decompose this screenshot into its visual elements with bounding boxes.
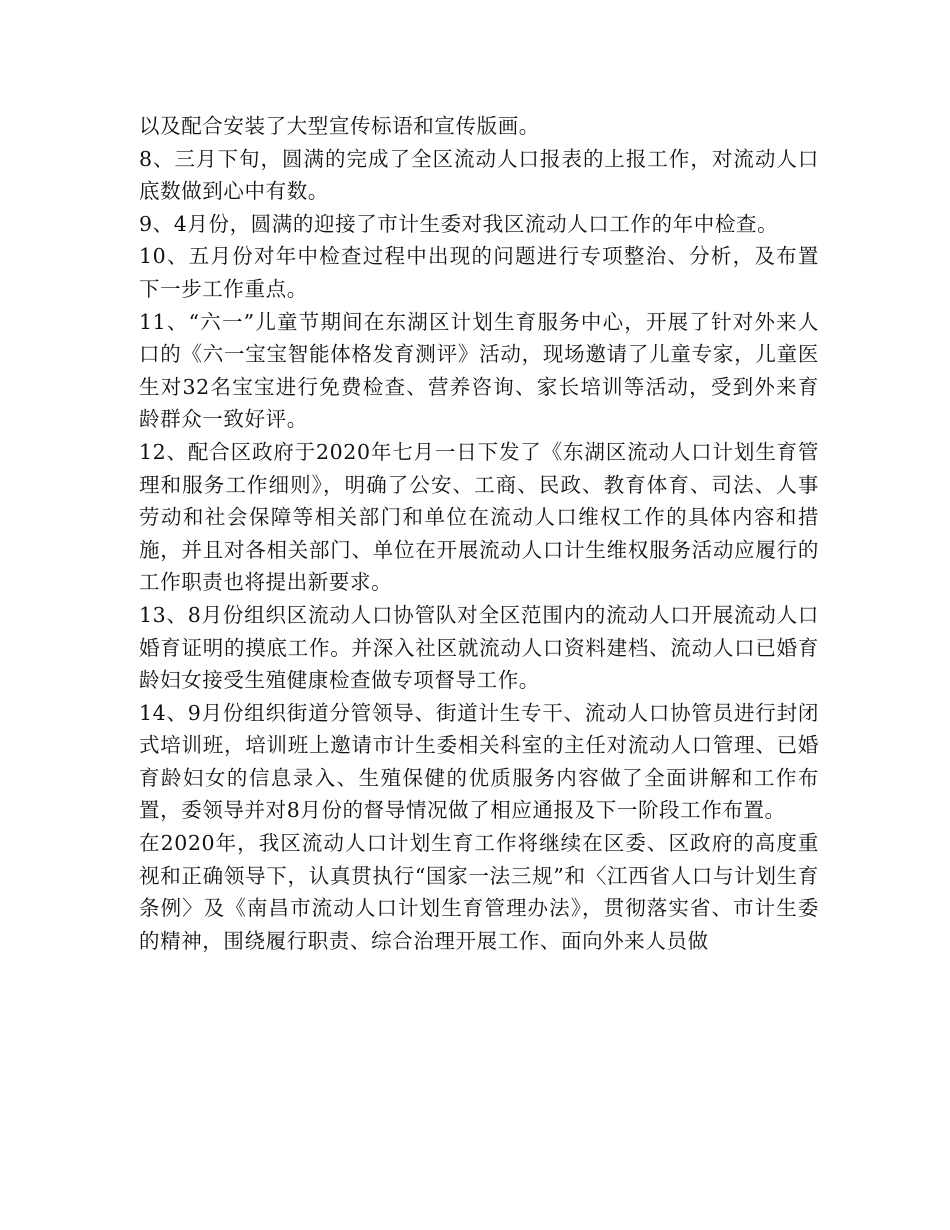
paragraph-item-11: 11、“六一”儿童节期间在东湖区计划生育服务中心，开展了针对外来人口的《六一宝宝智能体格发育测评》活动，现场邀请了儿童专家，儿童医生对32名宝宝进行免费检查、营养咨询、家长培训等活动，受到外来育龄群众一致好评。 (139, 309, 819, 432)
paragraph-item-8: 8、三月下旬，圆满的完成了全区流动人口报表的上报工作，对流动人口底数做到心中有数。 (139, 146, 819, 204)
paragraph-item-13: 13、8月份组织区流动人口协管队对全区范围内的流动人口开展流动人口婚育证明的摸底工作。并深入社区就流动人口资料建档、流动人口已婚育龄妇女接受生殖健康检查做专项督导工作。 (139, 602, 819, 693)
paragraph-item-10: 10、五月份对年中检查过程中出现的问题进行专项整治、分析，及布置下一步工作重点。 (139, 244, 819, 301)
paragraph-item-12: 12、配合区政府于2020年七月一日下发了《东湖区流动人口计划生育管理和服务工作细则》，明确了公安、工商、民政、教育体育、司法、人事劳动和社会保障等相关部门和单位在流动人口维权工作的具体内容和措施，并且对各相关部门、单位在开展流动人口计生维权服务活动应履行的工作职责也将提出新要求。 (139, 439, 819, 595)
paragraph-continuation: 以及配合安装了大型宣传标语和宣传版画。 (139, 114, 540, 138)
paragraph-item-9: 9、4月份，圆满的迎接了市计生委对我区流动人口工作的年中检查。 (139, 211, 779, 236)
document-body (139, 110, 819, 957)
paragraph-item-14: 14、9月份组织街道分管领导、街道计生专干、流动人口协管员进行封闭式培训班，培训班上邀请市计生委相关科室的主任对流动人口管理、已婚育龄妇女的信息录入、生殖保健的优质服务内容做了全面讲解和工作布置，委领导并对8月份的督导情况做了相应通报及下一阶段工作布置。 (139, 700, 819, 823)
paragraph-plan-2020: 在2020年，我区流动人口计划生育工作将继续在区委、区政府的高度重视和正确领导下，认真贯执行“国家一法三规”和〈江西省人口与计划生育条例〉及《南昌市流动人口计划生育管理办法》，贯彻落实省、市计生委的精神，围绕履行职责、综合治理开展工作、面向外来人员做 (139, 831, 819, 953)
